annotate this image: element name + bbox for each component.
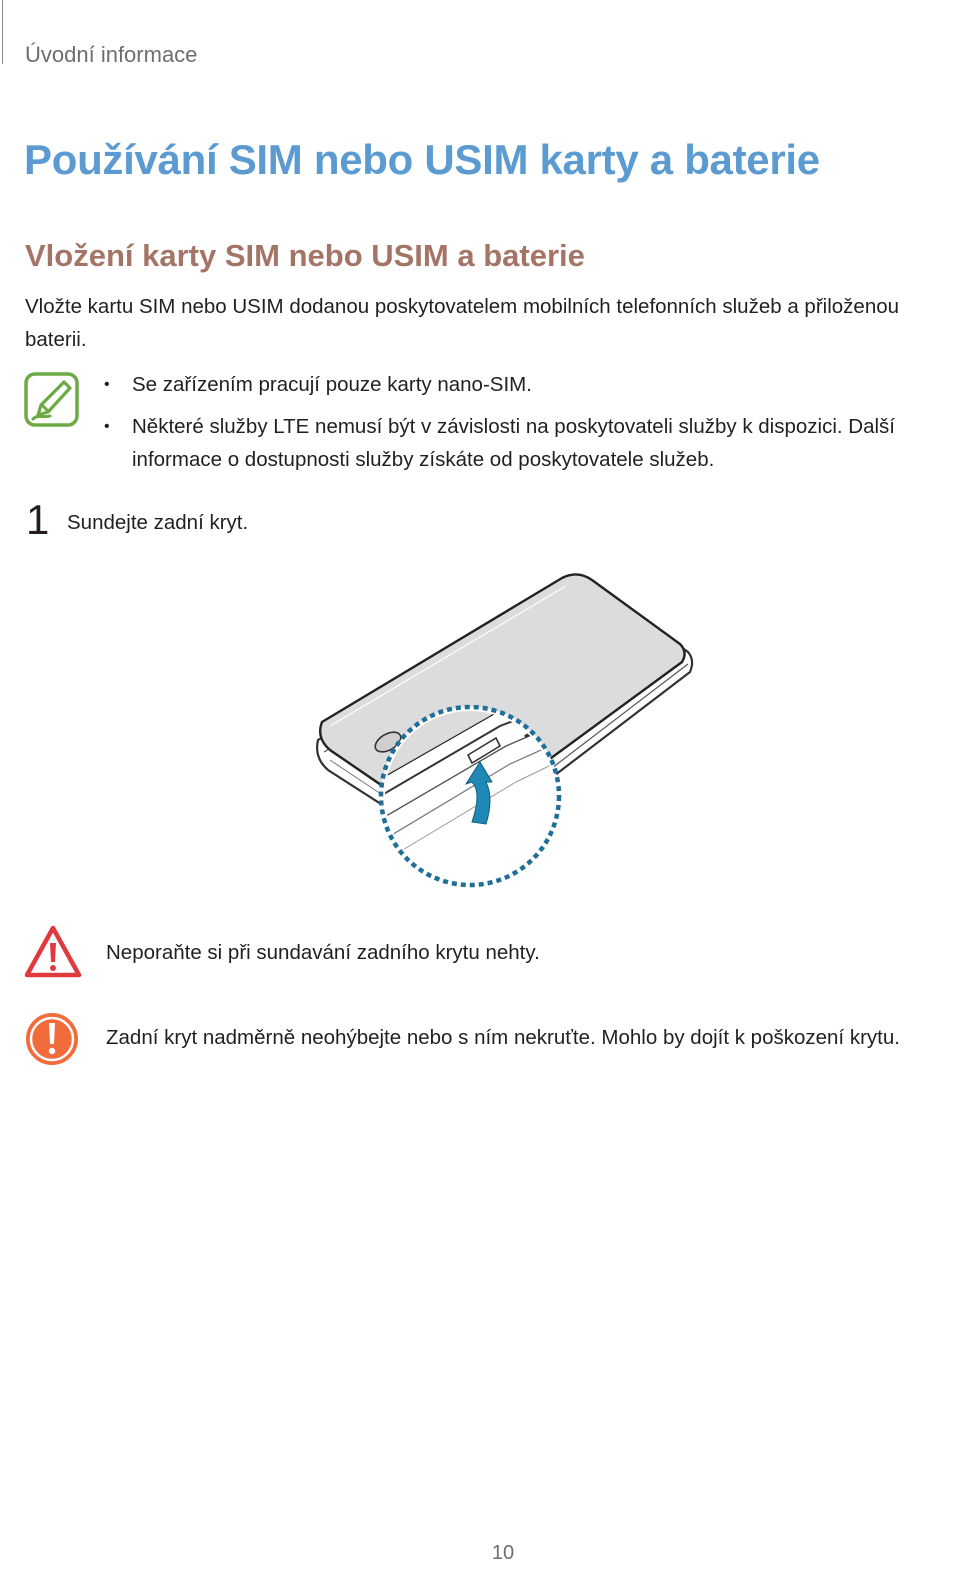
caution-text: Zadní kryt nadměrně neohýbejte nebo s ním nekruťte. Mohlo by dojít k poškození krytu. — [106, 1026, 900, 1049]
step-text: Sundejte zadní kryt. — [67, 511, 249, 534]
note-item-text: Se zařízením pracují pouze karty nano-SIM. — [132, 373, 532, 396]
step-number: 1 — [26, 496, 50, 543]
page-number: 10 — [491, 1542, 515, 1564]
margin-rule — [2, 0, 3, 64]
warning-triangle-icon — [24, 925, 82, 979]
intro-paragraph: Vložte kartu SIM nebo USIM dodanou poskytovatelem mobilních telefonních služeb a přiloženou baterii. — [25, 295, 900, 351]
section-subtitle: Vložení karty SIM nebo USIM a baterie — [25, 238, 585, 273]
page-title: Používání SIM nebo USIM karty a baterie — [24, 136, 820, 183]
note-item-text: Některé služby LTE nemusí být v závislosti na poskytovateli služby k dispozici. Další informace o dostupnosti služby získáte od poskytovatele služeb. — [132, 415, 895, 471]
note-pencil-icon — [24, 372, 79, 427]
note-list — [104, 368, 954, 485]
caution-circle-icon — [24, 1011, 80, 1067]
warning-text: Neporaňte si při sundavání zadního krytu nehty. — [106, 941, 540, 964]
section-label: Úvodní informace — [25, 42, 198, 67]
phone-back-cover-illustration — [300, 560, 720, 900]
note-item: • Některé služby LTE nemusí být v závislosti na poskytovateli služby k dispozici. Další informace o dostupnosti služby získáte od poskytovatele služeb. — [104, 415, 895, 471]
note-item: • Se zařízením pracují pouze karty nano-SIM. — [104, 373, 532, 396]
